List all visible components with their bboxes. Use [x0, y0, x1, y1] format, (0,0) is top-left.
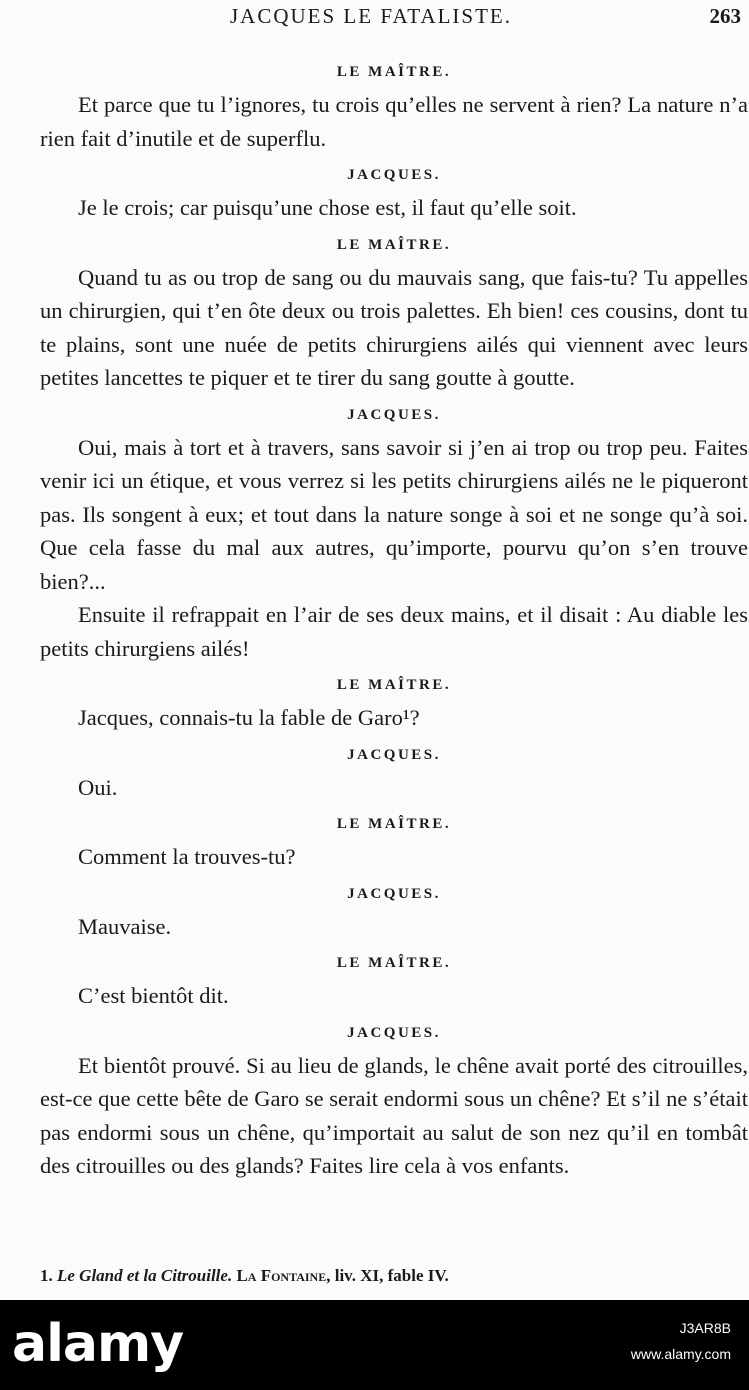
- speech-paragraph: Et bientôt prouvé. Si au lieu de glands, le chêne avait porté des citrouilles, est-ce que cette bête de Garo se serait endormi sous un chêne? Et s’il ne s’était pas endormi sous un chêne, qu’importait au salut de son nez qu’il en tombât des citrouilles ou des glands? Faites lire cela à vos enfants.: [40, 1052, 748, 1178]
- image-id: J3AR8B: [679, 1320, 731, 1336]
- dialogue-body: [40, 52, 748, 1183]
- speech-paragraph: Jacques, connais-tu la fable de Garo¹?: [78, 705, 420, 730]
- speaker-label: JACQUES.: [347, 746, 441, 763]
- speech-paragraph: Je le crois; car puisqu’une chose est, il faut qu’elle soit.: [78, 195, 577, 220]
- running-title: JACQUES LE FATALISTE.: [230, 4, 513, 28]
- footnote: [40, 1266, 740, 1286]
- speaker-label: JACQUES.: [347, 167, 441, 183]
- speaker-label: LE MAÎTRE.: [336, 677, 452, 693]
- speech-paragraph: Quand tu as ou trop de sang ou du mauvais sang, que fais-tu? Tu appelles un chirurgien, qui t’en ôte deux ou trois palettes. Eh bien! ces cousins, dont tu te plains, sont une nuée de petits chirurgiens ailés qui viennent avec leurs petites lancettes te piquer et te tirer du sang goutte à goutte.: [40, 264, 748, 390]
- footnote-author: La Fontaine,: [236, 1266, 331, 1285]
- speech-paragraph: Oui.: [78, 774, 118, 800]
- speech-paragraph: C’est bientôt dit.: [78, 983, 229, 1008]
- page-number: 263: [709, 4, 741, 28]
- speaker-label: LE MAÎTRE.: [336, 236, 452, 253]
- speech-paragraph: Comment la trouves-tu?: [78, 844, 296, 869]
- alamy-logo: alamy: [12, 1314, 184, 1374]
- speaker-label: JACQUES.: [347, 885, 441, 902]
- speech-paragraph: Et parce que tu l’ignores, tu crois qu’elles ne servent à rien? La nature n’a rien fait d’inutile et de superflu.: [40, 92, 748, 151]
- speaker-label: JACQUES.: [347, 1024, 441, 1041]
- speech-paragraph: Mauvaise.: [78, 913, 172, 939]
- footnote-number: 1.: [40, 1266, 53, 1285]
- speech-paragraph: Oui, mais à tort et à travers, sans savoir si j’en ai trop ou trop peu. Faites venir ici un étique, et vous verrez si les petits chirurgiens ailés ne le piqueront pas. Ils songent à eux; et tout dans la nature songe à soi et ne songe qu’à soi. Que cela fasse du mal aux autres, qu’importe, pourvu qu’on s’en trouve bien?...: [40, 434, 748, 594]
- watermark-bar: [0, 1300, 749, 1390]
- speaker-label: LE MAÎTRE.: [336, 816, 452, 832]
- speaker-label: JACQUES.: [347, 406, 441, 423]
- speaker-label: LE MAÎTRE.: [336, 955, 452, 971]
- footnote-title: Le Gland et la Citrouille.: [57, 1266, 233, 1285]
- watermark-url: www.alamy.com: [630, 1346, 731, 1362]
- page-header: [0, 4, 749, 32]
- narration-paragraph: Ensuite il refrappait en l’air de ses deux mains, et il disait : Au diable les petits chirurgiens ailés!: [40, 602, 748, 661]
- speaker-label: LE MAÎTRE.: [336, 64, 452, 80]
- footnote-reference: liv. XI, fable IV.: [334, 1266, 449, 1285]
